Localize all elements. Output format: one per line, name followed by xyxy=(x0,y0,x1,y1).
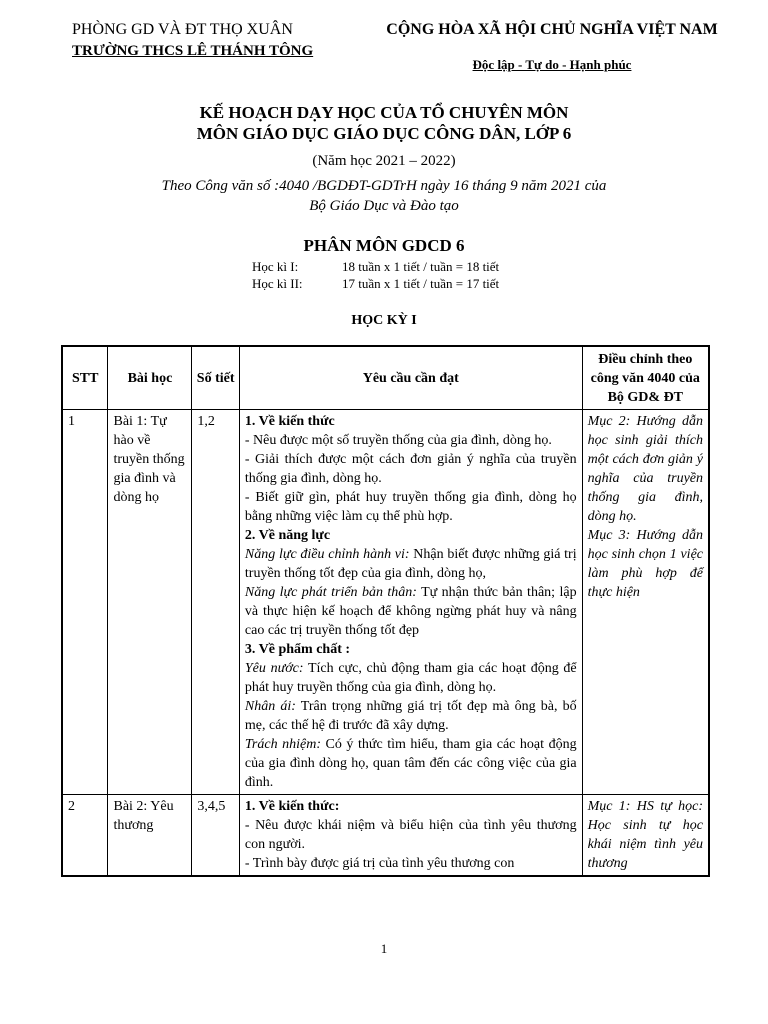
title-line-1: KẾ HOẠCH DẠY HỌC CỦA TỔ CHUYÊN MÔN xyxy=(199,103,569,122)
req-knowledge-item: - Giải thích được một cách đơn giản ý nghĩa của truyền thống gia đình, dòng họ. xyxy=(244,452,577,486)
header-lesson: Bài học xyxy=(108,346,192,410)
competency-label: Năng lực điều chỉnh hành vi: xyxy=(244,547,410,562)
page-number: 1 xyxy=(380,941,388,956)
term-value: 18 tuần x 1 tiết / tuần = 18 tiết xyxy=(342,259,500,274)
term-label: Học kì II: xyxy=(252,276,303,291)
reference-line-2: Bộ Giáo Dục và Đào tạo xyxy=(309,198,459,214)
quality-text: Có ý thức tìm hiểu, tham gia các hoạt động của gia đình dòng họ, quan tâm đến các công việc của gia đình. xyxy=(244,737,577,790)
country-line: CỘNG HÒA XÃ HỘI CHỦ NGHĨA VIỆT NAM xyxy=(386,21,718,38)
cell-lesson: Bài 2: Yêu thương xyxy=(108,795,192,877)
quality-label: Yêu nước: xyxy=(244,661,304,676)
req-heading-knowledge: 1. Về kiến thức xyxy=(244,414,335,429)
req-heading-knowledge: 1. Về kiến thức: xyxy=(244,799,340,814)
cell-lesson: Bài 1: Tự hào về truyền thống gia đình và dòng họ xyxy=(108,410,192,795)
req-quality-item xyxy=(245,659,577,697)
cell-requirements xyxy=(239,410,582,795)
req-knowledge-item: - Nêu được khái niệm và biểu hiện của tình yêu thương con người. xyxy=(244,818,577,852)
cell-periods: 1,2 xyxy=(192,410,240,795)
semester-heading: HỌC KỲ I xyxy=(351,313,417,328)
term-row xyxy=(252,275,499,292)
table-row xyxy=(62,795,709,877)
reference-line-1: Theo Công văn số :4040 /BGDĐT-GDTrH ngày 16 tháng 9 năm 2021 của xyxy=(161,178,607,194)
cell-stt: 1 xyxy=(62,410,108,795)
quality-text: Trân trọng những giá trị tốt đẹp mà ông bà, bố mẹ, các thế hệ đi trước đã xây dựng. xyxy=(244,699,577,733)
quality-text: Tích cực, chủ động tham gia các hoạt động để phát huy truyền thống của gia đình, dòng họ. xyxy=(244,661,577,695)
adjustment-item: Mục 2: Hướng dẫn học sinh giải thích một cách đơn giản ý nghĩa của truyền thống gia đình, dòng họ. xyxy=(587,414,703,524)
term-value: 17 tuần x 1 tiết / tuần = 17 tiết xyxy=(342,276,500,291)
cell-adjustment xyxy=(582,795,709,877)
adjustment-item: Mục 3: Hướng dẫn học sinh chọn 1 việc làm phù hợp để thực hiện xyxy=(587,528,703,600)
header-adjustment: Điều chỉnh theo công văn 4040 của Bộ GD& ĐT xyxy=(582,346,709,410)
header-periods: Số tiết xyxy=(192,346,240,410)
document-titles xyxy=(0,102,768,216)
req-quality-item xyxy=(245,735,577,792)
subject-heading: PHÂN MÔN GDCD 6 xyxy=(303,236,465,255)
req-heading-competency: 2. Về năng lực xyxy=(244,528,331,543)
cell-stt: 2 xyxy=(62,795,108,877)
req-quality-item xyxy=(245,697,577,735)
term-summary xyxy=(252,258,499,292)
req-competency-item xyxy=(245,583,577,640)
quality-label: Trách nhiệm: xyxy=(244,737,321,752)
school-name: TRƯỜNG THCS LÊ THÁNH TÔNG xyxy=(72,43,314,59)
competency-label: Năng lực phát triển bản thân: xyxy=(244,585,417,600)
school-year: (Năm học 2021 – 2022) xyxy=(312,153,456,169)
term-row xyxy=(252,258,499,275)
national-motto: Độc lập - Tự do - Hạnh phúc xyxy=(472,57,632,72)
cell-requirements xyxy=(239,795,582,877)
req-heading-quality: 3. Về phẩm chất : xyxy=(244,642,351,657)
cell-adjustment xyxy=(582,410,709,795)
req-competency-item xyxy=(245,545,577,583)
competency-text: Tự nhận thức bản thân; lập và thực hiện kế hoạch để không ngừng phát huy và nâng cao các trị truyền thống tốt đẹp xyxy=(244,585,577,638)
header-stt: STT xyxy=(62,346,108,410)
term-label: Học kì I: xyxy=(252,259,299,274)
competency-text: Nhận biết được những giá trị truyền thống tốt đẹp của gia đình, dòng họ, xyxy=(244,547,577,581)
req-knowledge-item: - Nêu được một số truyền thống của gia đình, dòng họ. xyxy=(244,433,552,448)
req-knowledge-item: - Biết giữ gìn, phát huy truyền thống gia đình, dòng họ bằng những việc làm cụ thể phù hợp. xyxy=(244,490,577,524)
table-row xyxy=(62,410,709,795)
title-line-2: MÔN GIÁO DỤC GIÁO DỤC CÔNG DÂN, LỚP 6 xyxy=(196,124,572,143)
header-requirements: Yêu cầu cần đạt xyxy=(239,346,582,410)
lesson-plan-table xyxy=(61,345,710,877)
cell-periods: 3,4,5 xyxy=(192,795,240,877)
header-right xyxy=(372,19,732,73)
quality-label: Nhân ái: xyxy=(244,699,296,714)
header-left xyxy=(72,19,342,62)
adjustment-item: Mục 1: HS tự học: Học sinh tự học khái niệm tình yêu thương xyxy=(587,799,703,871)
department-name: PHÒNG GD VÀ ĐT THỌ XUÂN xyxy=(72,21,293,38)
req-knowledge-item: - Trình bày được giá trị của tình yêu thương con xyxy=(244,856,515,871)
table-header-row xyxy=(62,346,709,410)
